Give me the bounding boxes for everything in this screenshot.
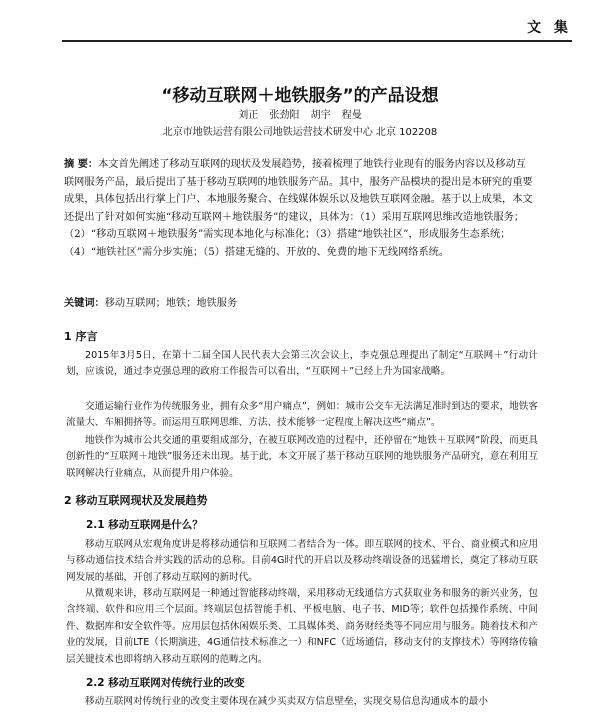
paragraph: 2015年3月5日，在第十二届全国人民代表大会第三次会议上，李克强总理提出了制定“互联网＋”行动计划，应该说，通过李克强总理的政府工作报告可以看出，“互联网＋”已经上升为国家战略。 xyxy=(66,350,538,378)
keywords-label: 关键词： xyxy=(64,297,105,309)
subsection-2-1-heading: 2.1 移动互联网是什么？ xyxy=(86,519,203,531)
paragraph: 从微观来讲，移动互联网是一种通过智能移动终端，采用移动无线通信方式获取业务和服务的新兴业务，包含终端、软件和应用三个层面。终端层包括智能手机、平板电脑、电子书、MID等；软件包括操作系统、中间件、数据库和安全软件等。应用层包括休闲娱乐类、工具媒体类、商务财经类等不同应用与服务。随着技术和产业的发展，目前LTE（长期演进，4G通信技术标准之一）和NFC（近场通信，移动支付的支撑技术）等网络传输层关键技术也即将纳入移动互联网的范畴之内。 xyxy=(66,588,538,665)
keywords-text: 移动互联网；地铁；地铁服务 xyxy=(104,298,238,309)
abstract xyxy=(64,156,534,262)
paragraph: 移动互联网对传统行业的改变主要体现在减少买卖双方信息壁垒，实现交易信息沟通成本的最小 xyxy=(85,696,488,707)
section-2-heading: 2 移动互联网现状及发展趋势 xyxy=(64,494,208,507)
running-header xyxy=(62,0,572,42)
paragraph: 交通运输行业作为传统服务业，拥有众多“用户痛点”，例如：城市公交车无法满足准时到达的要求，地铁客流量大、车厢拥挤等。而运用互联网思维、方法、技术能够一定程度上解决这些“痛点”。 xyxy=(66,401,538,429)
article-title: “移动互联网＋地铁服务”的产品设想 xyxy=(161,86,439,106)
abstract-text: 本文首先阐述了移动互联网的现状及发展趋势，接着梳理了地铁行业现有的服务内容以及移动互联网服务产品，最后提出了基于移动互联网的地铁服务产品。其中，服务产品模块的提出是本研究的重要成果，具体包括出行掌上门户、本地服务聚合、在线媒体娱乐以及地铁互联网金融。基于以上成果，本文还提出了针对如何实施“移动互联网＋地铁服务”的建议，具体为：（1）采用互联网思维改造地铁服务；（2）“移动互联网＋地铁服务”需实现本地化与标准化；（3）搭建“地铁社区”，形成服务生态系统；（4）“地铁社区”需分步实施；（5）搭建无缝的、开放的、免费的地下无线网络系统。 xyxy=(64,159,533,258)
section-label: 文 集 xyxy=(527,20,572,36)
affiliation: 北京市地铁运营有限公司地铁运营技术研发中心 北京 102208 xyxy=(162,127,438,138)
paragraph: 地铁作为城市公共交通的重要组成部分，在被互联网改造的过程中，还停留在“地铁＋互联网”阶段，而更具创新性的“互联网＋地铁”服务还未出现。基于此，本文开展了基于移动互联网的地铁服务产品研究，意在利用互联网解决行业痛点，从而提升用户体验。 xyxy=(66,435,538,479)
section-1-heading: 1 序言 xyxy=(64,330,98,343)
authors: 刘正 张劲阳 胡宇 程曼 xyxy=(238,110,362,121)
subsection-2-2-heading: 2.2 移动互联网对传统行业的改变 xyxy=(86,677,245,689)
paragraph: 移动互联网从宏观角度讲是将移动通信和互联网二者结合为一体。即互联网的技术、平台、商业模式和应用与移动通信技术结合并实践的活动的总称。目前4G时代的开启以及移动终端设备的迅猛增长，奠定了移动互联网发展的基础，开创了移动互联网的新时代。 xyxy=(66,539,538,583)
abstract-label: 摘 要： xyxy=(64,158,99,170)
keywords xyxy=(64,294,534,309)
